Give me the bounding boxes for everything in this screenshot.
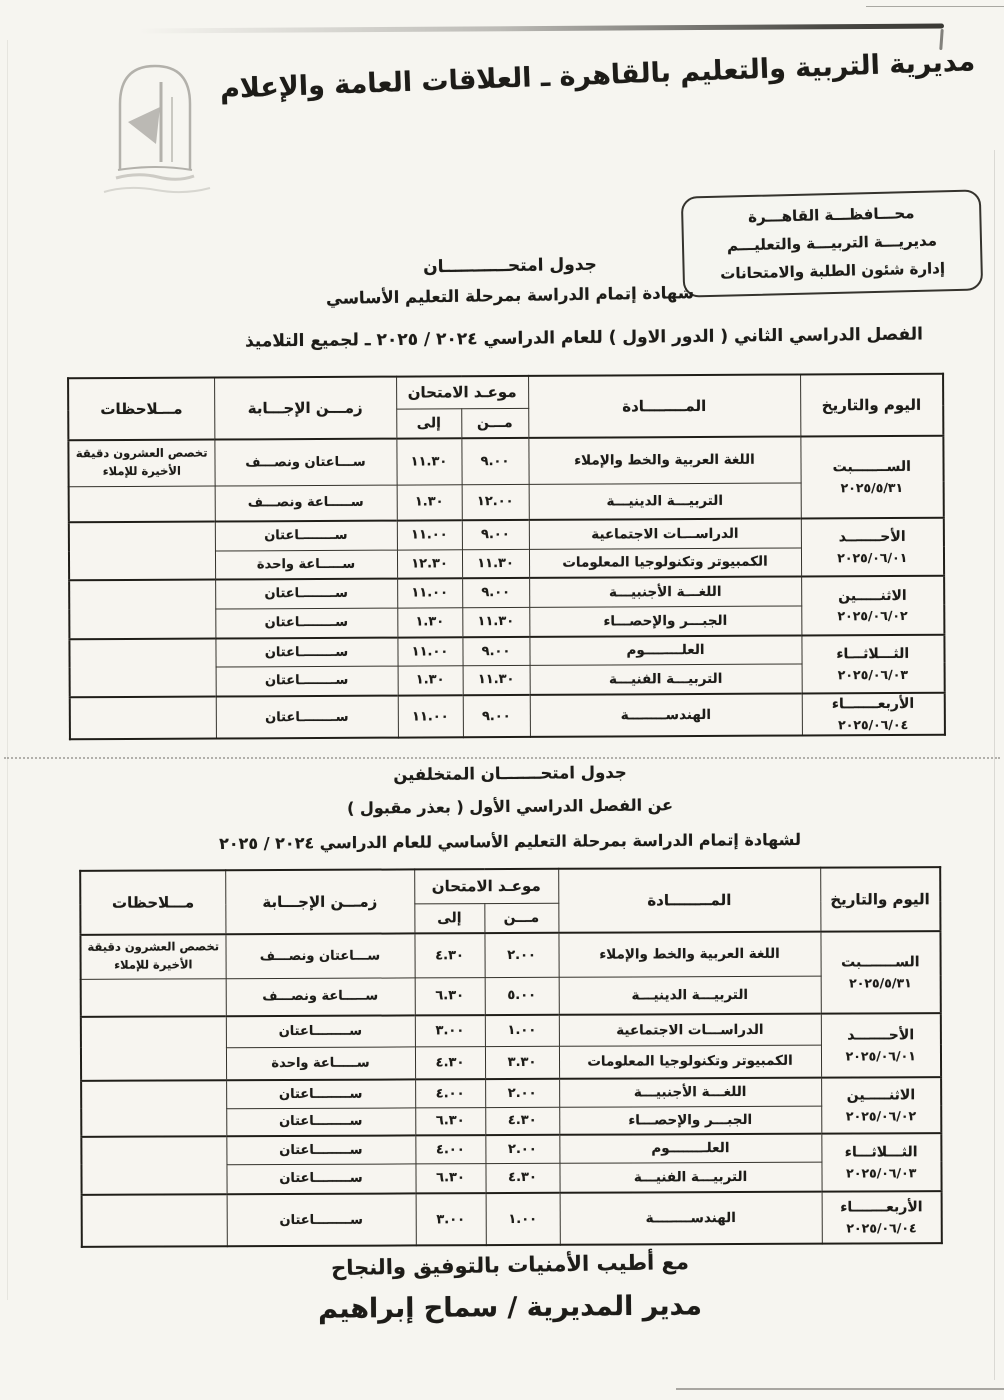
scan-bottom-edge: [676, 1388, 1004, 1390]
duration-cell: ســــــــاعتان: [226, 1079, 415, 1108]
day-date: ٢٠٢٥/٠٦/٠٣: [846, 1164, 917, 1181]
time-to-cell: ١١.٠٠: [398, 695, 463, 737]
notes-empty-cell: [81, 1016, 226, 1081]
stamp-line-directorate: مديريـــة التربيـــة والتعليـــم: [726, 231, 938, 255]
day-cell: [801, 635, 944, 694]
notes-empty-cell: [82, 1194, 227, 1247]
subject-cell: الدراســـات الاجتماعية: [559, 1014, 821, 1046]
day-cell: [821, 1077, 941, 1134]
day-date: ٢٠٢٥/٠٦/٠٣: [837, 666, 908, 683]
duration-cell: ســــــــاعتان: [226, 1015, 415, 1047]
subject-cell: التربيـــة الدينيـــة: [529, 482, 801, 519]
col-header-subject: المــــــــادة: [558, 868, 820, 933]
scan-right-edge: [994, 150, 995, 1380]
time-to-cell: ١١.٠٠: [397, 578, 462, 607]
exam-table-makeup: [79, 866, 943, 1248]
subject-cell: الهندســــــــة: [560, 1192, 822, 1245]
time-to-cell: ١١.٠٠: [397, 520, 462, 549]
time-to-cell: ٣.٠٠: [416, 1193, 486, 1245]
subject-cell: اللغة العربية والخط والإملاء: [558, 932, 820, 977]
time-to-cell: ٦.٣٠: [415, 1107, 485, 1135]
notes-empty-cell: [81, 1080, 226, 1137]
time-from-cell: ٩.٠٠: [461, 438, 528, 484]
col-header-to: إلى: [396, 408, 461, 438]
notes-empty-cell: [70, 697, 216, 740]
scan-left-edge: [7, 40, 8, 1300]
day-cell: [802, 693, 945, 736]
col-header-duration: زمـــن الإجـــابة: [225, 869, 414, 934]
day-cell: [820, 931, 940, 1014]
col-header-time: موعـد الامتحان: [396, 376, 528, 409]
duration-cell: ســــــــاعتان: [227, 1193, 416, 1246]
day-name: الاثنـــــين: [846, 1087, 916, 1104]
exam-schedule-title: جدول امتحـــــــــــان: [423, 254, 597, 278]
subject-cell: التربيـــة الفنيـــة: [530, 663, 802, 694]
time-from-cell: ٢.٠٠: [485, 1135, 559, 1163]
notes-empty-cell: [69, 486, 215, 523]
day-date: ٢٠٢٥/٠٦/٠١: [845, 1047, 916, 1064]
time-from-cell: ٩.٠٠: [462, 520, 529, 549]
time-from-cell: ٢.٠٠: [485, 1079, 559, 1107]
duration-cell: ســـــاعة ونصـــف: [215, 485, 397, 522]
time-to-cell: ٤.٠٠: [415, 1135, 485, 1163]
subject-cell: اللغـــة الأجنبيـــة: [559, 1078, 821, 1107]
notes-empty-cell: [69, 580, 215, 640]
duration-cell: ســـاعتان ونصـــف: [225, 933, 414, 978]
col-header-notes: مـــلاحظات: [68, 378, 214, 441]
col-header-subject: المــــــــادة: [528, 374, 800, 437]
day-name: الســـــــبت: [841, 954, 920, 971]
time-to-cell: ٤.٣٠: [415, 1046, 485, 1079]
day-date: ٢٠٢٥/٥/٣١: [840, 479, 904, 495]
time-from-cell: ٤.٣٠: [485, 1163, 559, 1193]
notes-empty-cell: [69, 639, 215, 698]
time-to-cell: ١.٣٠: [397, 607, 462, 637]
day-name: الأربعـــــــاء: [840, 1199, 923, 1216]
certificate-title: شهادة إتمام الدراسة بمرحلة التعليم الأساسي: [325, 283, 695, 308]
time-from-cell: ٥.٠٠: [485, 977, 559, 1015]
scan-edge-line: [866, 6, 1004, 7]
notes-empty-cell: [81, 1136, 226, 1195]
page-fold-dotted-line: [4, 757, 1000, 759]
col-header-day: اليوم والتاريخ: [800, 374, 943, 437]
col-header-duration: زمـــن الإجـــابة: [214, 377, 396, 440]
time-from-cell: ٢.٠٠: [484, 933, 558, 977]
day-name: الثـــلاثـــاء: [844, 1144, 918, 1161]
stamp-line-governorate: محـــافظـــة القاهـــرة: [747, 203, 915, 227]
day-cell: [821, 1133, 941, 1192]
day-name: الأحـــــــد: [847, 1027, 915, 1044]
time-to-cell: ٦.٣٠: [415, 977, 485, 1015]
time-from-cell: ١٢.٠٠: [462, 484, 529, 520]
time-from-cell: ٩.٠٠: [463, 695, 530, 737]
subject-cell: الهندســــــــة: [530, 693, 802, 736]
time-to-cell: ١١.٠٠: [397, 637, 462, 665]
subject-cell: العلــــــــوم: [529, 635, 801, 664]
duration-cell: ســـاعتان ونصـــف: [214, 439, 396, 486]
time-to-cell: ٤.٠٠: [415, 1079, 485, 1107]
day-name: الاثنـــــين: [838, 587, 907, 605]
duration-cell: ســــــــاعتان: [215, 608, 397, 639]
time-to-cell: ١١.٣٠: [396, 438, 461, 484]
time-from-cell: ٩.٠٠: [462, 578, 529, 607]
makeup-semester-title: عن الفصل الدراسي الأول ( بعذر مقبول ): [346, 795, 674, 818]
day-cell: [821, 1013, 941, 1078]
day-cell: [801, 576, 944, 636]
col-header-from: مـــن: [461, 408, 528, 438]
footer-wishes: مع أطيب الأمنيات بالتوفيق والنجاح: [330, 1249, 690, 1281]
time-from-cell: ١١.٣٠: [462, 549, 529, 578]
duration-cell: ســــــــاعتان: [216, 666, 398, 697]
duration-cell: ســــــــاعتان: [216, 696, 398, 739]
page-title: مديرية التربية والتعليم بالقاهرة ـ العلاقات العامة والإعلام: [219, 46, 976, 105]
col-header-notes: مـــلاحظات: [80, 870, 225, 935]
scan-smudge-line: [138, 24, 944, 34]
time-to-cell: ٣.٠٠: [415, 1015, 485, 1046]
ministry-logo-emblem: [98, 52, 216, 202]
col-header-day: اليوم والتاريخ: [820, 867, 940, 932]
duration-cell: ســـــاعة واحدة: [226, 1046, 415, 1080]
day-date: ٢٠٢٥/٠٦/٠١: [837, 549, 908, 566]
duration-cell: ســــــــاعتان: [215, 638, 397, 667]
subject-cell: اللغـــة الأجنبيـــة: [529, 576, 801, 606]
time-from-cell: ٤.٣٠: [485, 1107, 559, 1135]
duration-cell: ســــــــاعتان: [226, 1107, 415, 1136]
time-from-cell: ٩.٠٠: [462, 637, 529, 665]
time-to-cell: ٦.٣٠: [415, 1163, 485, 1193]
subject-cell: الكمبيوتر وتكنولوجيا المعلومات: [529, 547, 801, 577]
time-to-cell: ١.٣٠: [397, 484, 462, 520]
day-name: الأحـــــــد: [838, 529, 906, 546]
day-date: ٢٠٢٥/٠٦/٠٤: [846, 1219, 917, 1236]
time-from-cell: ٣.٣٠: [485, 1046, 559, 1079]
day-cell: [822, 1191, 942, 1244]
col-header-to: إلى: [414, 903, 484, 933]
semester-title: الفصل الدراسي الثاني ( الدور الاول ) للعام الدراسي ٢٠٢٤ / ٢٠٢٥ ـ لجميع التلاميذ: [244, 324, 924, 352]
time-from-cell: ١١.٣٠: [462, 607, 529, 637]
subject-cell: الدراســـات الاجتماعية: [529, 518, 801, 548]
day-date: ٢٠٢٥/٠٦/٠٤: [838, 716, 909, 733]
day-name: الأربعـــــــاء: [831, 696, 915, 713]
notes-cell: تخصص العشرون دقيقة الأخيرة للإملاء: [80, 934, 225, 979]
makeup-certificate-title: لشهادة إتمام الدراسة بمرحلة التعليم الأساسي للعام الدراسي ٢٠٢٤ / ٢٠٢٥: [219, 829, 801, 854]
subject-cell: اللغة العربية والخط والإملاء: [528, 436, 800, 483]
day-date: ٢٠٢٥/٥/٣١: [849, 975, 912, 991]
time-to-cell: ٤.٣٠: [414, 933, 484, 977]
notes-empty-cell: [81, 978, 226, 1017]
day-name: الثـــلاثـــاء: [836, 646, 910, 663]
duration-cell: ســــــــاعتان: [215, 521, 397, 551]
duration-cell: ســـــاعة ونصـــف: [226, 977, 415, 1016]
duration-cell: ســـــاعة واحدة: [215, 550, 397, 580]
time-from-cell: ١.٠٠: [486, 1193, 560, 1245]
time-from-cell: ١١.٣٠: [463, 665, 530, 695]
duration-cell: ســــــــاعتان: [215, 579, 397, 609]
subject-cell: الجبـــر والإحصـــاء: [559, 1106, 821, 1135]
makeup-exam-title: جدول امتحـــــــان المتخلفين: [393, 762, 627, 785]
duration-cell: ســــــــاعتان: [226, 1135, 415, 1164]
stamp-line-administration: إدارة شئون الطلبة والامتحانات: [720, 258, 946, 283]
subject-cell: العلــــــــوم: [559, 1134, 821, 1163]
day-date: ٢٠٢٥/٠٦/٠٢: [845, 1107, 917, 1124]
day-date: ٢٠٢٥/٠٦/٠٢: [837, 608, 908, 624]
time-to-cell: ١٢.٣٠: [397, 549, 462, 578]
day-name: الســـــــبت: [832, 459, 912, 476]
day-cell: [801, 518, 944, 577]
subject-cell: التربيـــة الدينيـــة: [559, 976, 821, 1015]
duration-cell: ســــــــاعتان: [226, 1163, 415, 1194]
subject-cell: الكمبيوتر وتكنولوجيا المعلومات: [559, 1045, 821, 1079]
time-to-cell: ١.٣٠: [398, 665, 463, 695]
time-from-cell: ١.٠٠: [485, 1015, 559, 1046]
col-header-from: مـــن: [484, 903, 558, 933]
exam-table-main: [67, 373, 946, 741]
notes-cell: تخصص العشرون دقيقة الأخيرة للإملاء: [68, 440, 214, 487]
subject-cell: التربيـــة الفنيـــة: [559, 1162, 821, 1193]
notes-empty-cell: [69, 522, 215, 581]
subject-cell: الجبـــر والإحصـــاء: [529, 605, 801, 636]
col-header-time: موعـد الامتحان: [414, 869, 558, 904]
day-cell: [800, 436, 943, 519]
footer-signature: مدير المديرية / سماح إبراهيم: [317, 1290, 703, 1325]
